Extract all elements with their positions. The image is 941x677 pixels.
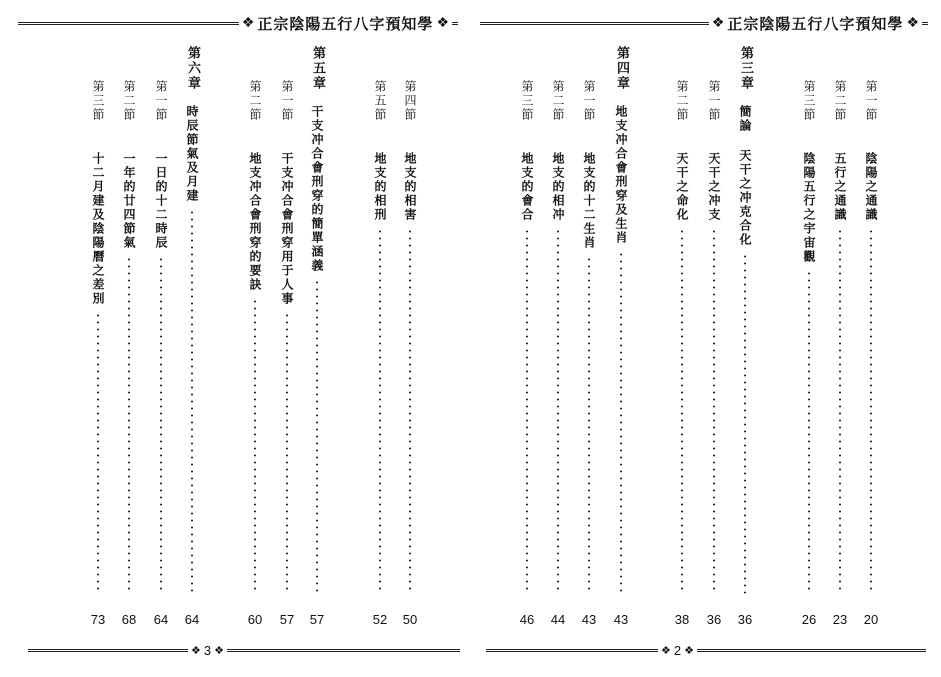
header-rule (480, 22, 709, 25)
entry-section: 第三節 (91, 80, 105, 122)
toc-entry (89, 80, 107, 600)
entry-section: 第二節 (122, 80, 136, 122)
toc-entry (371, 80, 389, 600)
entry-section: 第四節 (403, 80, 417, 122)
entry-page: 57 (309, 612, 325, 627)
page-number: 2 (673, 642, 682, 658)
entry-section: 第五節 (373, 80, 387, 122)
toc-entry (705, 80, 723, 600)
entry-page: 64 (184, 612, 200, 627)
toc-chapter (308, 46, 326, 600)
entry-page: 36 (706, 612, 722, 627)
leader-dots (97, 312, 99, 594)
leader-dots (620, 251, 622, 594)
toc-entry (800, 80, 818, 600)
entry-section: 第一節 (154, 80, 168, 122)
left-page-footer (28, 640, 460, 660)
footer-rule (697, 649, 926, 652)
entry-page: 23 (832, 612, 848, 627)
entry-page: 57 (279, 612, 295, 627)
chapter-label: 第五章 (310, 46, 325, 91)
chapter-label: 第六章 (185, 46, 200, 91)
left-page-header (18, 12, 458, 34)
toc-entry (518, 80, 536, 600)
entry-page: 60 (247, 612, 263, 627)
footer-rule (486, 649, 658, 652)
ornament-icon: ❖ (214, 643, 224, 657)
entry-title: 地支的相害 (403, 152, 417, 222)
leader-dots (160, 256, 162, 594)
entry-section: 第二節 (248, 80, 262, 122)
entry-section: 第二節 (833, 80, 847, 122)
entry-page: 50 (402, 612, 418, 627)
entry-page: 52 (372, 612, 388, 627)
entry-title: 陰陽之通識 (864, 152, 878, 222)
chapter-title: 時辰節氣及月建 (185, 105, 199, 203)
leader-dots (128, 256, 130, 594)
entry-title: 地支的相刑 (373, 152, 387, 222)
entry-section: 第一節 (280, 80, 294, 122)
entry-page: 46 (519, 612, 535, 627)
chapter-title: 地支冲合會刑穿及生肖 (614, 105, 628, 245)
toc-entry (549, 80, 567, 600)
entry-title: 地支的相冲 (551, 152, 565, 222)
toc-entry (278, 80, 296, 600)
leader-dots (839, 228, 841, 594)
entry-page: 38 (674, 612, 690, 627)
entry-title: 天干之冲支 (707, 152, 721, 222)
entry-page: 43 (613, 612, 629, 627)
toc-entry (862, 80, 880, 600)
entry-title: 陰陽五行之宇宙觀 (802, 152, 816, 264)
entry-title: 五行之通識 (833, 152, 847, 222)
leader-dots (557, 228, 559, 594)
leader-dots (286, 312, 288, 594)
entry-page: 64 (153, 612, 169, 627)
footer-rule (28, 649, 188, 652)
header-rule (452, 22, 458, 25)
leader-dots (588, 256, 590, 594)
entry-title: 地支的十二生肖 (582, 152, 596, 250)
leader-dots (526, 228, 528, 594)
leader-dots (681, 228, 683, 594)
ornament-icon: ❖ (241, 15, 255, 31)
header-title: 正宗陰陽五行八字預知學 (257, 14, 434, 33)
leader-dots (316, 279, 318, 594)
toc-chapter (736, 46, 754, 600)
ornament-icon: ❖ (191, 643, 201, 657)
entry-section: 第一節 (582, 80, 596, 122)
ornament-icon: ❖ (661, 643, 671, 657)
toc-chapter (183, 46, 201, 600)
right-page-footer (486, 640, 926, 660)
left-page (0, 0, 470, 677)
toc-entry (120, 80, 138, 600)
chapter-title: 干支冲合會刑穿的簡單涵義 (310, 105, 324, 273)
leader-dots (254, 298, 256, 594)
leader-dots (744, 253, 746, 594)
entry-title: 干支冲合會刑穿用于人事 (280, 152, 294, 306)
entry-title: 一年的廿四節氣 (122, 152, 136, 250)
chapter-label: 第三章 (738, 46, 753, 91)
toc-entry (831, 80, 849, 600)
leader-dots (379, 228, 381, 594)
entry-section: 第一節 (864, 80, 878, 122)
entry-section: 第一節 (707, 80, 721, 122)
entry-page: 68 (121, 612, 137, 627)
toc-entry (401, 80, 419, 600)
entry-title: 十二月建及陰陽曆之差別 (91, 152, 105, 306)
ornament-icon: ❖ (711, 15, 725, 31)
entry-section: 第三節 (802, 80, 816, 122)
entry-section: 第三節 (520, 80, 534, 122)
toc-entry (673, 80, 691, 600)
toc-chapter (612, 46, 630, 600)
footer-rule (227, 649, 460, 652)
header-rule (18, 22, 239, 25)
entry-title: 天干之命化 (675, 152, 689, 222)
toc-entry (152, 80, 170, 600)
entry-title: 地支冲合會刑穿的要訣 (248, 152, 262, 292)
chapter-label: 第四章 (614, 46, 629, 91)
page-number: 3 (203, 642, 212, 658)
right-page-header (480, 12, 928, 34)
entry-section: 第二節 (675, 80, 689, 122)
leader-dots (870, 228, 872, 594)
leader-dots (409, 228, 411, 594)
entry-page: 43 (581, 612, 597, 627)
leader-dots (808, 270, 810, 594)
toc-entry (246, 80, 264, 600)
leader-dots (191, 209, 193, 594)
leader-dots (713, 228, 715, 594)
header-rule (922, 22, 928, 25)
toc-entry (580, 80, 598, 600)
ornament-icon: ❖ (906, 15, 919, 31)
entry-page: 26 (801, 612, 817, 627)
entry-page: 36 (737, 612, 753, 627)
ornament-icon: ❖ (684, 643, 694, 657)
header-title: 正宗陰陽五行八字預知學 (727, 14, 904, 33)
entry-title: 地支的會合 (520, 152, 534, 222)
right-page (470, 0, 941, 677)
entry-section: 第二節 (551, 80, 565, 122)
entry-page: 73 (90, 612, 106, 627)
entry-title: 一日的十二時辰 (154, 152, 168, 250)
entry-page: 44 (550, 612, 566, 627)
ornament-icon: ❖ (436, 15, 449, 31)
chapter-title: 簡論 天干之冲克合化 (738, 105, 752, 247)
entry-page: 20 (863, 612, 879, 627)
